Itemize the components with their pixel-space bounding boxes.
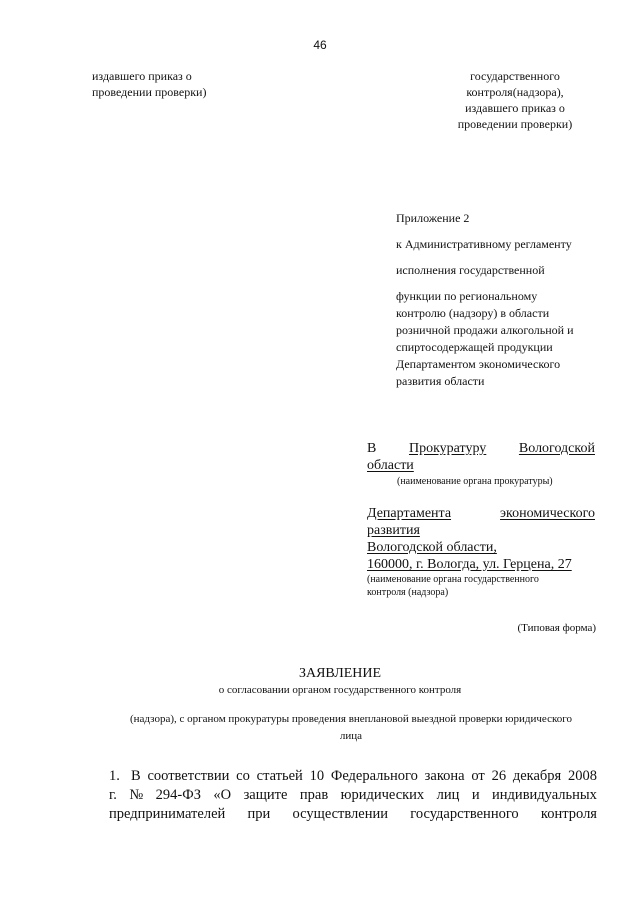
addressee-from-line2: развития bbox=[367, 523, 420, 538]
signature-right-line: контроля(надзора), bbox=[466, 85, 564, 99]
word: лиц bbox=[436, 787, 460, 803]
paragraph-number: 1. bbox=[109, 768, 120, 784]
word: осуществлении bbox=[292, 806, 388, 822]
addressee-to-word: Вологодской bbox=[518, 441, 595, 456]
document-subtitle: о согласовании органом государственного контроля bbox=[218, 684, 462, 696]
form-type-label: (Типовая форма) bbox=[517, 622, 596, 634]
word: государственного bbox=[410, 806, 519, 822]
document-subtitle-continued bbox=[96, 711, 606, 745]
addressee-to-word: Прокуратуру bbox=[408, 441, 487, 456]
signature-left-line: издавшего приказ о bbox=[92, 69, 192, 83]
word: декабря bbox=[512, 768, 562, 784]
signature-right-line: государственного bbox=[470, 69, 560, 83]
page-number: 46 bbox=[313, 38, 327, 52]
paragraph-line bbox=[109, 805, 597, 824]
document-title: ЗАЯВЛЕНИЕ bbox=[298, 666, 382, 681]
word: при bbox=[247, 806, 271, 822]
appendix-line: Департаментом экономического bbox=[396, 357, 561, 371]
addressee-to-note: (наименование органа прокуратуры) bbox=[397, 476, 553, 487]
paragraph-line bbox=[109, 786, 597, 805]
word: индивидуальных bbox=[492, 787, 597, 803]
addressee-from-line3: Вологодской области, bbox=[367, 540, 497, 555]
appendix-line: розничной продажи алкогольной и bbox=[396, 323, 574, 337]
signature-right-line: проведении проверки) bbox=[457, 117, 573, 131]
document-subtitle-line: (надзора), с органом прокуратуры проведения внеплановой выездной проверки юридического bbox=[130, 713, 572, 725]
word: юридических bbox=[340, 787, 425, 803]
addressee-from-line bbox=[367, 505, 595, 522]
word: статьей bbox=[256, 768, 303, 784]
addressee-to-line bbox=[367, 440, 595, 457]
paragraph-line bbox=[131, 767, 597, 786]
word: и bbox=[471, 787, 480, 803]
addressee-from-note: контроля (надзора) bbox=[367, 587, 449, 598]
word: защите bbox=[243, 787, 288, 803]
signature-left-line: проведении проверки) bbox=[92, 85, 207, 99]
appendix-line: спиртосодержащей продукции bbox=[396, 340, 553, 354]
addressee-from-word: Департамента bbox=[367, 506, 452, 521]
word: предпринимателей bbox=[109, 806, 226, 822]
signature-right-line: издавшего приказ о bbox=[465, 101, 565, 115]
word: 10 bbox=[309, 768, 325, 784]
paragraph-1 bbox=[109, 767, 597, 824]
document-subtitle-line: лица bbox=[339, 730, 363, 742]
word: закона bbox=[424, 768, 465, 784]
word: контроля bbox=[540, 806, 597, 822]
appendix-line: развития области bbox=[396, 374, 485, 388]
appendix-line: к Административному регламенту bbox=[396, 237, 572, 251]
word: 2008 bbox=[568, 768, 597, 784]
appendix-line: Приложение 2 bbox=[396, 211, 470, 225]
word: № bbox=[129, 787, 144, 803]
appendix-line: контролю (надзору) в области bbox=[396, 306, 550, 320]
signature-block-left bbox=[92, 68, 206, 100]
word: соответствии bbox=[147, 768, 230, 784]
word: Федерального bbox=[330, 768, 418, 784]
word: 26 bbox=[491, 768, 507, 784]
word: от bbox=[471, 768, 485, 784]
word: «О bbox=[213, 787, 232, 803]
appendix-line: функции по региональному bbox=[396, 289, 538, 303]
word: 294-ФЗ bbox=[155, 787, 201, 803]
addressee-from-line4: 160000, г. Вологда, ул. Герцена, 27 bbox=[367, 557, 572, 572]
word: В bbox=[131, 768, 141, 784]
word: г. bbox=[109, 787, 117, 803]
addressee-block bbox=[367, 440, 595, 599]
word: со bbox=[236, 768, 250, 784]
addressee-from-note: (наименование органа государственного bbox=[367, 574, 539, 585]
signature-block-right bbox=[450, 68, 580, 132]
word: прав bbox=[299, 787, 329, 803]
addressee-from-word: экономического bbox=[500, 506, 595, 521]
addressee-to-word: В bbox=[367, 441, 377, 456]
appendix-line: исполнения государственной bbox=[396, 263, 545, 277]
addressee-to-line2: области bbox=[367, 458, 414, 473]
appendix-header bbox=[396, 210, 596, 390]
